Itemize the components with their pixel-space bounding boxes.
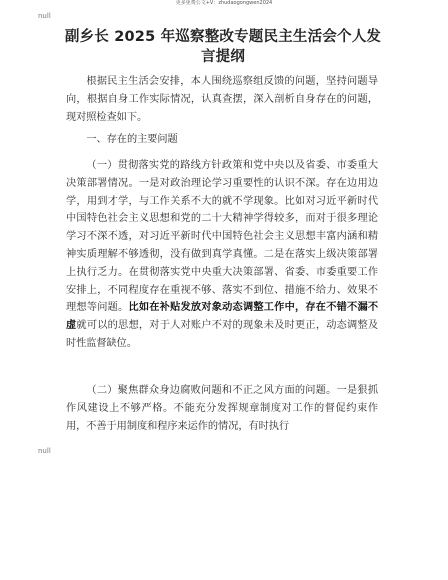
section-heading: 一、存在的主要问题: [86, 134, 178, 145]
paragraph-one-part-d: 就可以的思想，对于人对账户不对的现象未及时更正，动态调整及时性监督缺位。: [66, 320, 378, 349]
document-title: 副乡长 2025 年巡察整改专题民主生活会个人发言提纲: [64, 29, 382, 65]
paragraph-one-part-a: （一）贯彻落实党的路线方针政策和党中央以及省委、市委重大决策部署情况。一是对政治理论学习重要性的认识不深。存在边用边学，用到才学，与工作关系不大的就不学现象。: [66, 160, 378, 207]
null-mark-top: null: [38, 12, 51, 20]
paragraph-one: [66, 157, 378, 353]
header-watermark: 更多免费公文+V：zhudaogongwen2024: [175, 0, 273, 6]
paragraph-two: （二）聚焦群众身边腐败问题和不正之风方面的问题。一是狠抓作风建设上不够严格。不能充分发挥规章制度对工作的督促约束作用，不善于用制度和程序来运作的情况，有时执行: [66, 385, 378, 432]
paragraph-one-part-b: 比如对习近平新时代中国特色社会主义思想和党的二十大精神学得较多，而对于很多理论学习不深不透，对习近平新时代中国特色社会主义思想丰富内涵和精神实质理解不够透彻，没有做到真学真懂。二是在落实上级决策部署上执行乏力。在贯彻落实党中央重大决策部署、省委、市委重要工作安排上，不同程度存在重视不够、落实不到位、措施不给力、效果不理想等问题。: [66, 195, 378, 314]
intro-paragraph: 根据民主生活会安排，本人围绕巡察组反馈的问题，坚持问题导向，根据自身工作实际情况，认真查摆，深入剖析自身存在的问题，现对照检查如下。: [66, 76, 378, 123]
paragraph-one-highlight: 比如在补贴发放对象动态调整工作中，存在不错不漏不虚: [66, 301, 378, 332]
null-mark-bottom: null: [38, 447, 51, 455]
